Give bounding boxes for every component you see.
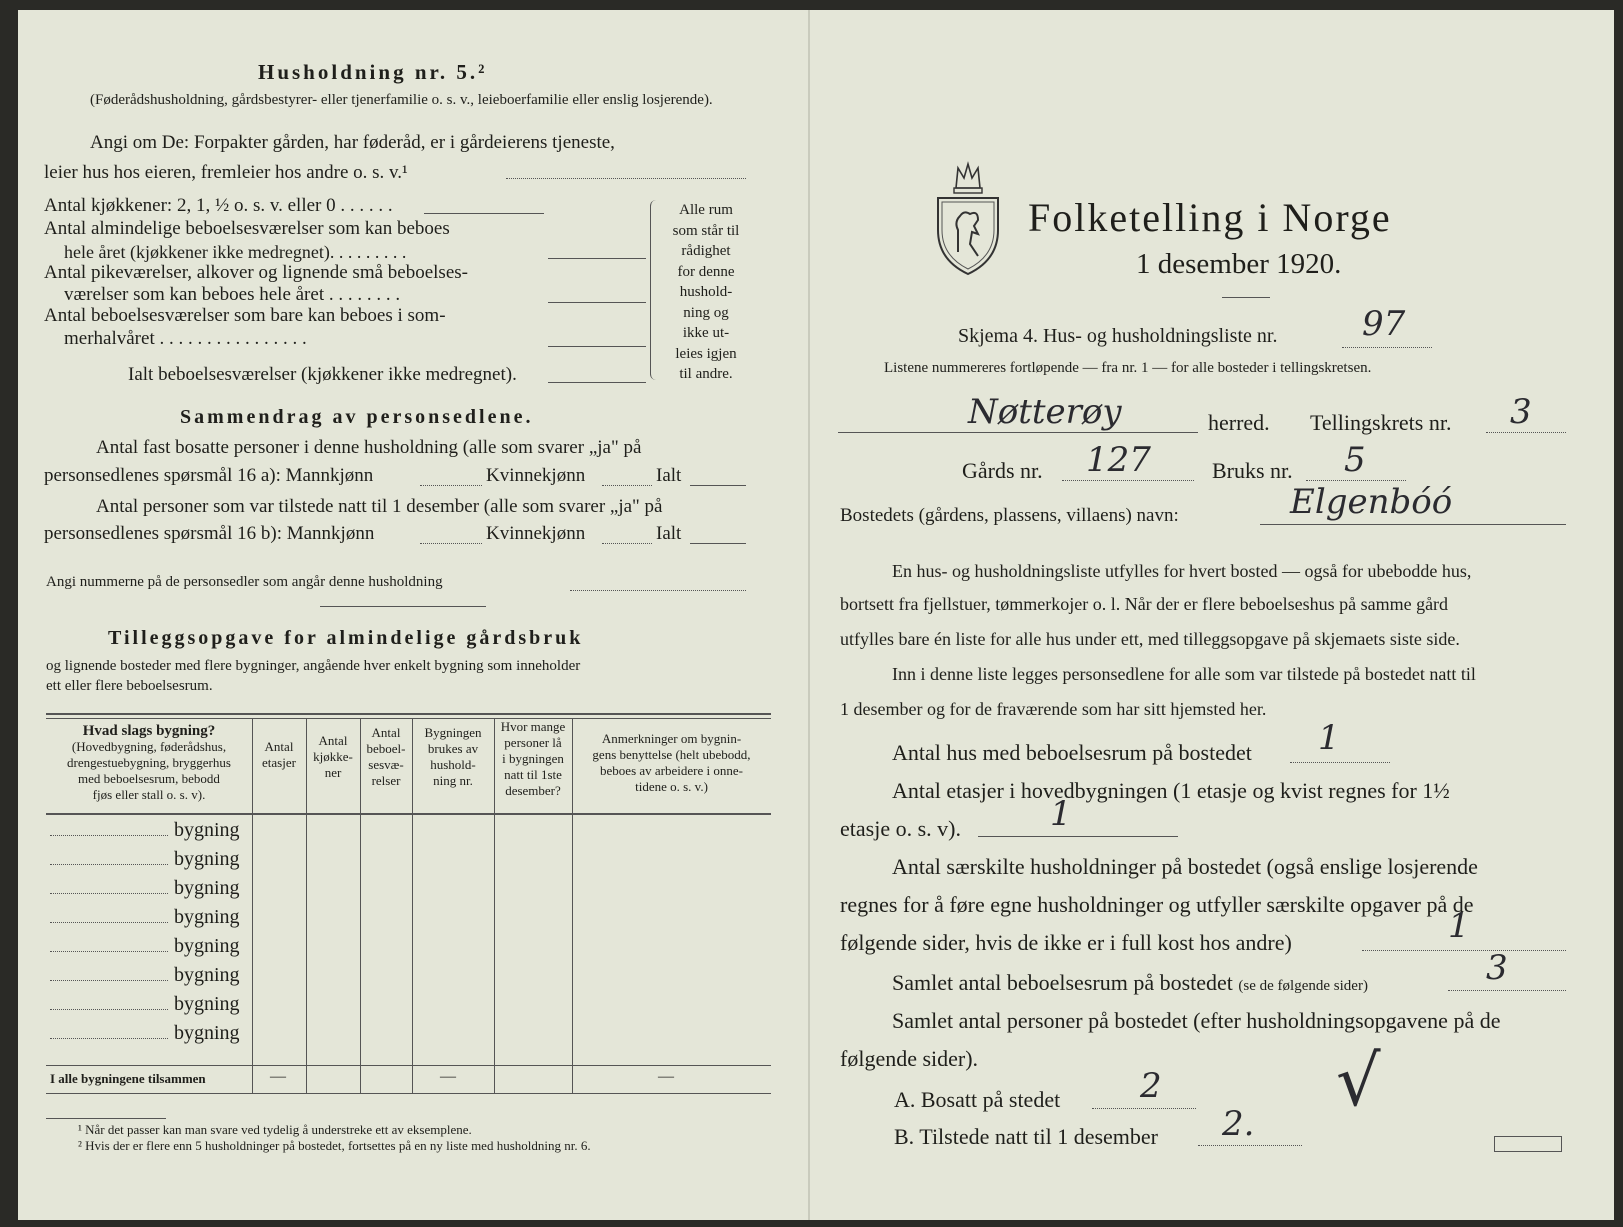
check-mark: √ [1336, 1040, 1381, 1122]
present-value: 2. [1222, 1104, 1255, 1144]
small-rooms-l1: Antal pikeværelser, alkover og lignende små beboelses- [44, 262, 468, 283]
total-rooms-place-label: Samlet antal beboelsesrum på bostedet (se de følgende sider) [892, 970, 1368, 995]
slip-numbers-field[interactable] [570, 590, 746, 591]
kitchens-label: Antal kjøkkener: 2, 1, ½ o. s. v. eller 0 . . . . . . [44, 195, 393, 216]
footnote-divider [46, 1118, 166, 1119]
supplement-title: Tilleggsopgave for almindelige gårdsbruk [108, 627, 584, 649]
rooms-brace [650, 200, 659, 380]
resident-field[interactable] [1092, 1108, 1196, 1109]
gards-label: Gårds nr. [962, 458, 1043, 483]
total-persons-label-l1: Samlet antal personer på bostedet (efter husholdningsopgavene på de [892, 1008, 1501, 1033]
household-title: Husholdning nr. 5.² [258, 60, 488, 84]
present-label: B. Tilstede natt til 1 desember [894, 1124, 1158, 1149]
bosted-value: Elgenbóó [1290, 482, 1453, 522]
households-label-l2: regnes for å føre egne husholdninger og utfyller særskilte opgaver på de [840, 892, 1474, 917]
census-date: 1 desember 1920. [1136, 248, 1342, 280]
resident-total-label: Ialt [656, 465, 682, 486]
summer-rooms-l2: merhalvåret . . . . . . . . . . . . . . . . [64, 328, 307, 349]
total-dash-remarks: — [658, 1068, 674, 1085]
kitchens-field[interactable] [424, 213, 544, 214]
instructions-p2-l2: 1 desember og for de fraværende som har sitt hjemsted her. [840, 699, 1267, 719]
census-title: Folketelling i Norge [1028, 195, 1392, 240]
households-value: 1 [1448, 906, 1470, 946]
herred-field[interactable] [838, 432, 1198, 433]
instructions-p1-l3: utfylles bare én liste for alle hus under ett, med tilleggsopgave på skjemaets siste side. [840, 629, 1460, 649]
list-number-value: 97 [1362, 304, 1406, 344]
col-header-persons: Hvor mange personer lå i bygningen natt til 1ste desember? [500, 719, 566, 798]
resident-female-field[interactable] [602, 485, 652, 486]
tenure-answer-line[interactable] [506, 178, 746, 179]
ordinary-rooms-field[interactable] [548, 258, 646, 259]
list-note: Listene nummereres fortløpende — fra nr. 1 — for alle bosteder i tellingskretsen. [884, 360, 1372, 376]
ordinary-rooms-l1: Antal almindelige beboelsesværelser som kan beboes [44, 218, 450, 239]
section-divider [320, 606, 486, 607]
printer-stamp [1494, 1136, 1562, 1152]
resident-label: A. Bosatt på stedet [894, 1087, 1061, 1112]
footnote-1: ¹ Når det passer kan man svare ved tydelig å understreke ett av eksemplene. [78, 1122, 472, 1137]
total-persons-label-l2: følgende sider). [840, 1046, 979, 1071]
krets-field[interactable] [1486, 432, 1566, 433]
present-male-field[interactable] [420, 543, 482, 544]
resident-female-label: Kvinnekjønn [486, 465, 586, 486]
schema-label: Skjema 4. Hus- og husholdningsliste nr. [958, 325, 1278, 347]
col-header-rooms: Antal beboel- sesvæ- relser [366, 725, 406, 788]
gards-value: 127 [1086, 440, 1151, 480]
col-header-household-no: Bygningen brukes av hushold- ning nr. [424, 725, 482, 788]
krets-label: Tellingskrets nr. [1310, 410, 1452, 435]
total-dash-household: — [440, 1068, 456, 1085]
households-label-l3: følgende sider, hvis de ikke er i full kost hos andre) [840, 930, 1292, 955]
houses-label: Antal hus med beboelsesrum på bostedet [892, 740, 1252, 765]
list-number-field[interactable] [1342, 347, 1432, 348]
summer-rooms-field[interactable] [548, 346, 646, 347]
present-field[interactable] [1198, 1145, 1302, 1146]
small-rooms-l2: værelser som kan beboes hele året . . . . . . . . [64, 284, 401, 305]
floors-field[interactable] [978, 836, 1178, 837]
resident-male-field[interactable] [420, 485, 482, 486]
rooms-note: Alle rum som står til rådighet for denne hushold- ning og ikke ut- leies igjen til andre. [672, 202, 740, 382]
instructions-p1-l1: En hus- og husholdningsliste utfylles for hvert bosted — også for ubebodde hus, [892, 561, 1472, 581]
resident-question-l1: Antal fast bosatte personer i denne husholdning (alle som svarer „ja" på [96, 437, 642, 458]
present-female-label: Kvinnekjønn [486, 523, 586, 544]
ordinary-rooms-l2: hele året (kjøkkener ikke medregnet). . . . . . . . . [64, 242, 407, 262]
instructions-p2-l1: Inn i denne liste legges personsedlene for alle som var tilstede på bostedet natt til [892, 664, 1476, 684]
small-rooms-field[interactable] [548, 302, 646, 303]
total-rooms-label: Ialt beboelsesværelser (kjøkkener ikke medregnet). [128, 364, 517, 385]
instructions-p1-l2: bortsett fra fjellstuer, tømmerkojer o. l. Når der er flere beboelseshus på samme gård [840, 594, 1449, 614]
resident-question-l2: personsedlenes spørsmål 16 a): Mannkjønn [44, 465, 374, 486]
bruks-value: 5 [1344, 440, 1366, 480]
total-rooms-field[interactable] [548, 382, 646, 383]
col-header-building-type: Hvad slags bygning? (Hovedbygning, føderådshus, drengestuebygning, bryggerhus med beboelsesrum, bebodd fjøs eller stall o. s. v). [67, 723, 231, 802]
bruks-field[interactable] [1306, 480, 1406, 481]
household-subtitle: (Føderådshusholdning, gårdsbestyrer- eller tjenerfamilie o. s. v., leieboerfamilie eller enslig losjerende). [90, 92, 713, 108]
households-label-l1: Antal særskilte husholdninger på bostedet (også enslige losjerende [892, 854, 1478, 879]
tenure-question-line1: Angi om De: Forpakter gården, har føderåd, er i gårdeierens tjeneste, [90, 132, 615, 153]
total-dash-floors: — [270, 1068, 286, 1085]
resident-value: 2 [1140, 1066, 1162, 1106]
buildings-table: Hvad slags bygning? (Hovedbygning, føderådshus, drengestuebygning, bryggerhus med beboelsesrum, bebodd fjøs eller stall o. s. v). Antal etasjer Antal kjøkke- ner Antal beboel- sesvæ- relser Bygningen brukes av hushold- ning nr. Hvor mange personer lå i bygningen natt til 1ste desember? Anmerkninger om bygnin- gens benyttelse (helt ubebodd, beboes av arbeidere i onne- tidene o. s. v.) bygning bygning bygning bygning bygning bygning bygning bygning I alle bygningene tilsammen — — — [46, 713, 771, 1103]
total-rooms-place-field[interactable] [1448, 990, 1566, 991]
title-divider [1222, 297, 1270, 298]
col-header-remarks: Anmerkninger om bygnin- gens benyttelse (helt ubebodd, beboes av arbeidere i onne- tidene o. s. v.) [592, 731, 751, 794]
herred-label: herred. [1208, 410, 1270, 435]
norwegian-coat-of-arms-icon [934, 160, 1002, 278]
resident-total-field[interactable] [690, 485, 746, 486]
present-female-field[interactable] [602, 543, 652, 544]
slip-numbers-label: Angi nummerne på de personsedler som angår denne husholdning [46, 574, 443, 590]
footnote-2: ² Hvis der er flere enn 5 husholdninger på bostedet, fortsettes på en ny liste med husholdning nr. 6. [78, 1138, 591, 1153]
total-rooms-place-value: 3 [1486, 948, 1508, 988]
bruks-label: Bruks nr. [1212, 458, 1293, 483]
present-total-label: Ialt [656, 523, 682, 544]
page-fold [808, 10, 810, 1220]
present-question-l2: personsedlenes spørsmål 16 b): Mannkjønn [44, 523, 375, 544]
total-row-label: I alle bygningene tilsammen [50, 1071, 206, 1086]
houses-value: 1 [1318, 718, 1340, 758]
houses-field[interactable] [1290, 762, 1390, 763]
present-question-l1: Antal personer som var tilstede natt til 1 desember (alle som svarer „ja" på [96, 496, 663, 517]
gards-field[interactable] [1062, 480, 1194, 481]
supplement-text-l1: og lignende bosteder med flere bygninger, angående hver enkelt bygning som inneholder [46, 658, 581, 674]
col-header-kitchens: Antal kjøkke- ner [313, 733, 353, 780]
floors-label-l2: etasje o. s. v). [840, 816, 961, 841]
krets-value: 3 [1510, 392, 1532, 432]
supplement-text-l2: ett eller flere beboelsesrum. [46, 678, 213, 694]
floors-value: 1 [1050, 794, 1072, 834]
bosted-label: Bostedets (gårdens, plassens, villaens) navn: [840, 505, 1179, 526]
tenure-question-line2: leier hus hos eieren, fremleier hos andre o. s. v.¹ [44, 162, 408, 183]
col-header-floors: Antal etasjer [262, 739, 296, 770]
summary-title: Sammendrag av personsedlene. [180, 406, 534, 428]
bosted-field[interactable] [1260, 524, 1566, 525]
summer-rooms-l1: Antal beboelsesværelser som bare kan beboes i som- [44, 305, 446, 326]
floors-label-l1: Antal etasjer i hovedbygningen (1 etasje og kvist regnes for 1½ [892, 778, 1450, 803]
herred-value: Nøtterøy [968, 392, 1122, 432]
households-field[interactable] [1362, 950, 1566, 951]
present-total-field[interactable] [690, 543, 746, 544]
